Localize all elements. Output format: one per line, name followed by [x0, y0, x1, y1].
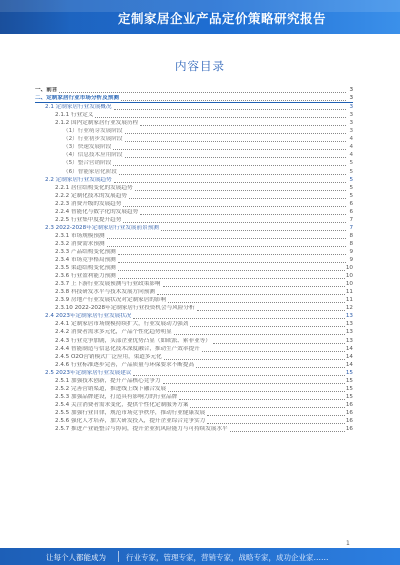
toc-entry[interactable]: [35, 167, 353, 175]
toc-entry[interactable]: [35, 135, 353, 143]
toc-entry[interactable]: [35, 127, 353, 135]
toc-dot-leader: [107, 246, 346, 247]
toc-entry-label: 2.3.3 产品结构变化预测: [55, 248, 116, 255]
toc-dot-leader: [197, 310, 345, 311]
toc-entry[interactable]: [35, 385, 353, 393]
toc-entry-label: 2.4.2 消费者需求多元化，产品个性化趋势明显: [55, 329, 172, 336]
toc-entry-page: 10: [345, 281, 353, 288]
toc-entry[interactable]: [35, 328, 353, 336]
toc-entry-page: 15: [345, 377, 353, 384]
toc-entry-label: 2.4.1 定制家居市场规模持续扩大，行业发展动力强劲: [55, 321, 189, 328]
toc-dot-leader: [118, 254, 346, 255]
toc-entry[interactable]: [35, 280, 353, 288]
toc-dot-leader: [190, 326, 344, 327]
toc-entry-page: 16: [345, 401, 353, 408]
toc-dot-leader: [123, 222, 346, 223]
toc-entry-page: 16: [345, 409, 353, 416]
toc-entry-page: 7: [349, 216, 353, 223]
toc-dot-leader: [114, 182, 346, 183]
toc-entry[interactable]: [35, 353, 353, 361]
toc-entry-page: 9: [349, 257, 353, 264]
toc-entry-label: 2.2.2 定制化技术的发展趋势: [55, 192, 127, 199]
footer-divider: [118, 551, 119, 562]
toc-entry-label: 2.5.5 加强行业自律，规范市场竞争秩序，推动行业健康发展: [55, 409, 206, 416]
toc-dot-leader: [196, 367, 345, 368]
toc-entry-page: 13: [345, 329, 353, 336]
page-footer: [0, 548, 400, 565]
toc-dot-leader: [129, 198, 346, 199]
toc-entry[interactable]: [35, 240, 353, 248]
toc-dot-leader: [125, 133, 347, 134]
toc-entry-label: 2.4.3 行业竞争加剧，头部企业优势凸显（如欧派、索菲亚等）: [55, 337, 211, 344]
toc-entry-label: 2.3.2 消费需求预测: [55, 240, 105, 247]
toc-entry[interactable]: [35, 296, 353, 304]
toc-entry[interactable]: [35, 417, 353, 425]
toc-dot-leader: [125, 141, 347, 142]
toc-dot-leader: [168, 302, 345, 303]
toc-dot-leader: [140, 214, 346, 215]
toc-dot-leader: [213, 343, 345, 344]
toc-entry-page: 3: [349, 104, 353, 111]
toc-entry-page: 13: [345, 313, 353, 320]
toc-entry-page: 15: [345, 393, 353, 400]
toc-entry[interactable]: [35, 264, 353, 272]
toc-entry-label: 2.2.3 消费升级的发展趋势: [55, 200, 122, 207]
toc-entry[interactable]: [35, 216, 353, 224]
footer-slogan: 让每个人都能成为: [46, 553, 106, 562]
toc-entry-page: 5: [349, 176, 353, 183]
toc-dot-leader: [168, 391, 345, 392]
toc-entry[interactable]: [35, 159, 353, 167]
toc-entry-page: 15: [345, 385, 353, 392]
toc-dot-leader: [95, 117, 346, 118]
toc-dot-leader: [113, 149, 346, 150]
toc-dot-leader: [125, 157, 347, 158]
toc-entry-page: 6: [349, 208, 353, 215]
toc-dot-leader: [135, 190, 346, 191]
toc-dot-leader: [119, 174, 346, 175]
toc-entry[interactable]: [35, 304, 353, 312]
toc-entry[interactable]: [35, 377, 353, 385]
toc-dot-leader: [59, 92, 346, 93]
toc-entry[interactable]: [35, 111, 353, 119]
toc-entry-page: 14: [345, 361, 353, 368]
toc-entry[interactable]: [35, 401, 353, 409]
toc-dot-leader: [174, 334, 345, 335]
toc-entry-label: （5）整合营销阶段: [63, 160, 112, 167]
toc-entry-label: 2.2 定制家居行业发展趋势: [45, 176, 112, 183]
toc-dot-leader: [157, 294, 345, 295]
toc-entry-label: 2.3.10 2022-2028年定制家居行业投资机会与风险分析: [55, 305, 195, 312]
toc-entry-label: 2.5.3 加强品牌建设，打造具有影响力的行业品牌: [55, 393, 178, 400]
toc-entry-page: 8: [349, 240, 353, 247]
toc-entry[interactable]: [35, 425, 353, 433]
toc-dot-leader: [164, 359, 345, 360]
toc-dot-leader: [118, 262, 346, 263]
toc-dot-leader: [140, 125, 346, 126]
toc-dot-leader: [207, 415, 345, 416]
toc-entry-label: 2.5.1 加强技术创新，提升产品核心竞争力: [55, 377, 161, 384]
toc-entry[interactable]: [35, 320, 353, 328]
toc-entry-label: 2.3 2022-2028年定制家居行业发展前景预测: [45, 224, 159, 231]
toc-entry-label: 2.1.1 行业定义: [55, 112, 94, 119]
toc-entry-label: 2.5.2 完善营销渠道，推进线上线下融合发展: [55, 385, 167, 392]
toc-dot-leader: [161, 230, 346, 231]
toc-entry[interactable]: [35, 312, 353, 320]
toc-dot-leader: [207, 423, 345, 424]
toc-entry-label: 2.4.5 O2O营销模式广泛应用，渠道多元化: [55, 353, 162, 360]
toc-entry-label: 2.4.4 智能制造与信息化技术深度融合，推动生产效率提升: [55, 345, 200, 352]
toc-entry-page: 5: [349, 168, 353, 175]
toc-entry-page: 9: [349, 248, 353, 255]
toc-entry[interactable]: [35, 248, 353, 256]
toc-entry[interactable]: [35, 184, 353, 192]
toc-entry-label: （1）行业萌芽发展阶段: [63, 128, 123, 135]
toc-entry-label: 二、定制家居行业市场分析及预测: [35, 95, 119, 102]
toc-dot-leader: [179, 399, 345, 400]
toc-entry-label: （2）行业初步发展阶段: [63, 136, 123, 143]
toc-entry[interactable]: [35, 361, 353, 369]
toc-entry-label: （6）智能家居化阶段: [63, 168, 117, 175]
toc-entry-page: 5: [349, 184, 353, 191]
toc-dot-leader: [114, 109, 346, 110]
toc-entry[interactable]: [35, 103, 353, 111]
toc-entry-page: 4: [349, 152, 353, 159]
page-number: 1: [346, 540, 350, 547]
toc-entry[interactable]: [35, 119, 353, 127]
toc-entry-label: 2.5.6 强化人才培养，加大研发投入，提升企业综合竞争实力: [55, 417, 206, 424]
table-of-contents: [35, 86, 353, 433]
toc-entry[interactable]: [35, 200, 353, 208]
toc-entry[interactable]: [35, 409, 353, 417]
toc-entry-label: （3）快速发展阶段: [63, 144, 112, 151]
toc-entry-page: 14: [345, 353, 353, 360]
toc-entry-label: 2.3.7 上下游行业发展预测与行业政策影响: [55, 281, 161, 288]
toc-entry-label: （4）信息技术应用阶段: [63, 152, 123, 159]
toc-entry-label: 2.3.1 市场规模预测: [55, 232, 105, 239]
toc-dot-leader: [123, 206, 346, 207]
toc-entry[interactable]: [35, 94, 353, 103]
toc-entry-page: 7: [349, 224, 353, 231]
toc-entry-label: 2.1.2 国内定制家居行业发展历程: [55, 120, 139, 127]
toc-entry-page: 16: [345, 426, 353, 433]
toc-entry-page: 12: [345, 305, 353, 312]
footer-tags: 行业专家，管理专家，营销专家，战略专家，成功企业家……: [126, 553, 329, 562]
toc-entry-page: 14: [345, 345, 353, 352]
toc-entry[interactable]: [35, 369, 353, 377]
toc-entry-label: 2.3.5 渠道结构变化预测: [55, 265, 116, 272]
toc-dot-leader: [163, 286, 345, 287]
toc-entry-page: 3: [349, 128, 353, 135]
toc-entry-page: 4: [349, 136, 353, 143]
toc-entry-page: 3: [349, 87, 353, 94]
toc-dot-leader: [133, 318, 344, 319]
report-header: [0, 0, 400, 34]
toc-entry[interactable]: [35, 393, 353, 401]
toc-entry[interactable]: [35, 208, 353, 216]
toc-entry-page: 10: [345, 273, 353, 280]
toc-entry-page: 16: [345, 417, 353, 424]
toc-entry[interactable]: [35, 336, 353, 344]
toc-dot-leader: [107, 238, 346, 239]
toc-entry-label: 2.4 2023年定制家居行业发展状况: [45, 313, 132, 320]
toc-dot-leader: [113, 165, 346, 166]
toc-dot-leader: [118, 270, 345, 271]
toc-entry-page: 5: [349, 160, 353, 167]
toc-entry-label: 2.2.4 智能化与数字化的发展趋势: [55, 208, 139, 215]
toc-entry-page: 15: [345, 369, 353, 376]
toc-entry-page: 10: [345, 265, 353, 272]
toc-entry[interactable]: [35, 151, 353, 159]
toc-entry[interactable]: [35, 256, 353, 264]
toc-entry-label: 2.2.1 居住结构变化的发展趋势: [55, 184, 133, 191]
toc-entry-label: 2.5 2023年定制家居行业发展建议: [45, 369, 132, 376]
toc-entry-page: 11: [345, 297, 353, 304]
toc-entry-label: 2.5.4 关注消费者需求变化，提供个性化定制服务方案: [55, 401, 189, 408]
toc-entry-label: 2.5.7 推进产业链整合与协同，提升企业抗风险能力与可持续发展水平: [55, 426, 228, 433]
toc-entry[interactable]: [35, 288, 353, 296]
toc-entry[interactable]: [35, 272, 353, 280]
toc-entry-label: 2.4.6 行业标准逐步完善，产品质量与环保要求不断提高: [55, 361, 195, 368]
toc-dot-leader: [230, 431, 345, 432]
toc-entry-label: 2.3.6 行业盈利能力预测: [55, 273, 116, 280]
toc-entry-label: 2.3.8 科技研发水平与技术发展方向预测: [55, 289, 155, 296]
toc-entry-label: 一、前言: [35, 87, 58, 94]
toc-entry-label: 2.1 定制家居行业发展概况: [45, 104, 112, 111]
toc-entry-page: 8: [349, 232, 353, 239]
toc-entry-page: 3: [349, 112, 353, 119]
toc-entry-page: 13: [345, 337, 353, 344]
toc-entry[interactable]: [35, 232, 353, 240]
toc-entry[interactable]: [35, 192, 353, 200]
toc-dot-leader: [118, 278, 345, 279]
toc-entry[interactable]: [35, 176, 353, 184]
toc-entry[interactable]: [35, 345, 353, 353]
toc-entry-label: 2.3.9 房地产行业发展状况对定制家居的影响: [55, 297, 167, 304]
toc-entry-page: 13: [345, 321, 353, 328]
toc-entry-page: 4: [349, 144, 353, 151]
toc-dot-leader: [190, 407, 344, 408]
toc-entry[interactable]: [35, 86, 353, 94]
toc-entry-label: 2.2.5 行业集中度提升趋势: [55, 216, 122, 223]
report-title: 定制家居企业产品定价策略研究报告: [118, 11, 327, 26]
toc-entry-page: 5: [349, 192, 353, 199]
toc-entry-page: 3: [349, 120, 353, 127]
toc-entry-page: 11: [345, 289, 353, 296]
toc-dot-leader: [202, 351, 345, 352]
toc-entry-page: 3: [349, 95, 353, 102]
toc-dot-leader: [163, 383, 345, 384]
toc-dot-leader: [133, 375, 344, 376]
toc-entry-label: 2.3.4 市场竞争格局预测: [55, 257, 116, 264]
toc-dot-leader: [121, 100, 346, 101]
toc-entry-page: 6: [349, 200, 353, 207]
toc-heading: 内容目录: [175, 59, 225, 73]
toc-entry[interactable]: [35, 143, 353, 151]
toc-entry[interactable]: [35, 224, 353, 232]
